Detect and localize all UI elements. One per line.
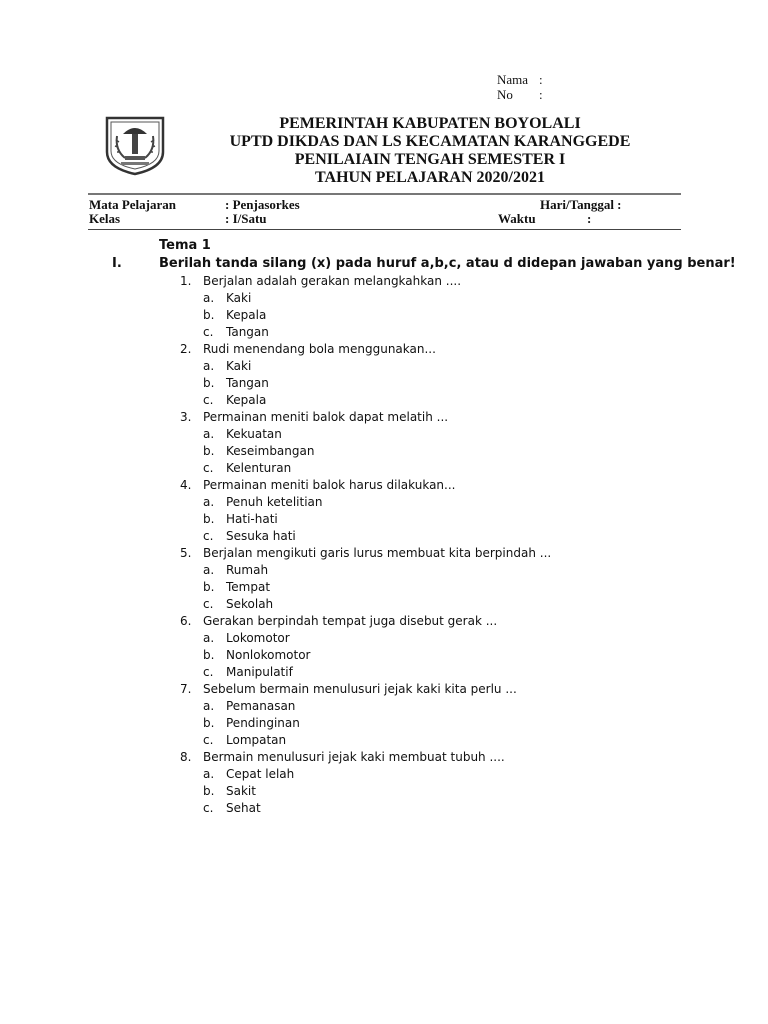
answer-option <box>0 647 768 664</box>
option-letter: a. <box>203 631 215 645</box>
option-text: Pemanasan <box>226 699 296 713</box>
answer-option <box>0 426 768 443</box>
option-text: Kekuatan <box>226 427 282 441</box>
question-text: Permainan meniti balok harus dilakukan... <box>203 478 456 492</box>
option-text: Manipulatif <box>226 665 293 679</box>
question-text: Rudi menendang bola menggunakan... <box>203 342 436 356</box>
header-office: UPTD DIKDAS DAN LS KECAMATAN KARANGGEDE <box>229 133 631 150</box>
option-letter: c. <box>203 801 214 815</box>
option-letter: b. <box>203 784 215 798</box>
header-divider-bottom <box>88 229 681 230</box>
option-letter: c. <box>203 393 214 407</box>
subject-value: : Penjasorkes <box>225 197 300 212</box>
answer-option <box>0 290 768 307</box>
class-label: Kelas <box>89 211 121 226</box>
time-label: Waktu <box>498 211 536 226</box>
option-letter: a. <box>203 699 215 713</box>
section-number: I. <box>112 256 122 271</box>
answer-option <box>0 630 768 647</box>
section-instruction: Berilah tanda silang (x) pada huruf a,b,c, atau d didepan jawaban yang benar! <box>159 256 736 271</box>
answer-option <box>0 324 768 341</box>
option-letter: b. <box>203 512 215 526</box>
option-letter: c. <box>203 461 214 475</box>
question-number: 1. <box>180 274 192 288</box>
option-text: Kaki <box>226 359 252 373</box>
option-letter: b. <box>203 648 215 662</box>
option-letter: a. <box>203 767 215 781</box>
answer-option <box>0 375 768 392</box>
option-text: Tangan <box>226 325 269 339</box>
question-item <box>0 749 768 766</box>
name-label: Nama <box>497 72 529 87</box>
question-number: 3. <box>180 410 192 424</box>
option-letter: b. <box>203 444 215 458</box>
question-item <box>0 341 768 358</box>
option-text: Hati-hati <box>226 512 278 526</box>
answer-option <box>0 511 768 528</box>
answer-option <box>0 358 768 375</box>
option-letter: b. <box>203 308 215 322</box>
option-letter: a. <box>203 563 215 577</box>
header-exam: PENILAIAIN TENGAH SEMESTER I <box>294 151 566 168</box>
answer-option <box>0 732 768 749</box>
option-text: Kepala <box>226 393 267 407</box>
answer-option <box>0 579 768 596</box>
document-header <box>180 115 680 187</box>
question-number: 5. <box>180 546 192 560</box>
option-text: Nonlokomotor <box>226 648 311 662</box>
number-label: No <box>497 87 513 102</box>
option-letter: b. <box>203 376 215 390</box>
question-item <box>0 273 768 290</box>
answer-option <box>0 664 768 681</box>
option-letter: a. <box>203 495 215 509</box>
option-letter: c. <box>203 733 214 747</box>
question-number: 8. <box>180 750 192 764</box>
answer-option <box>0 494 768 511</box>
header-government: PEMERINTAH KABUPATEN BOYOLALI <box>279 115 581 132</box>
option-text: Sekolah <box>226 597 274 611</box>
option-letter: a. <box>203 359 215 373</box>
option-letter: c. <box>203 597 214 611</box>
option-text: Sehat <box>226 801 261 815</box>
question-number: 6. <box>180 614 192 628</box>
option-text: Tempat <box>226 580 271 594</box>
day-date-label: Hari/Tanggal : <box>540 197 622 212</box>
question-text: Bermain menulusuri jejak kaki membuat tubuh .... <box>203 750 505 764</box>
answer-option <box>0 596 768 613</box>
question-list <box>0 273 768 817</box>
subject-label: Mata Pelajaran <box>89 197 177 212</box>
name-row <box>497 72 543 87</box>
number-row <box>497 87 543 102</box>
question-item <box>0 681 768 698</box>
option-text: Rumah <box>226 563 269 577</box>
answer-option <box>0 392 768 409</box>
option-text: Cepat lelah <box>226 767 295 781</box>
option-text: Pendinginan <box>226 716 300 730</box>
answer-option <box>0 783 768 800</box>
question-number: 2. <box>180 342 192 356</box>
question-item <box>0 409 768 426</box>
option-text: Lompatan <box>226 733 287 747</box>
question-number: 4. <box>180 478 192 492</box>
option-text: Kepala <box>226 308 267 322</box>
option-letter: c. <box>203 665 214 679</box>
header-divider-top <box>88 193 681 195</box>
answer-option <box>0 443 768 460</box>
name-colon: : <box>539 72 543 87</box>
question-item <box>0 613 768 630</box>
answer-option <box>0 307 768 324</box>
header-academic-year: TAHUN PELAJARAN 2020/2021 <box>315 169 545 186</box>
option-letter: b. <box>203 716 215 730</box>
option-text: Kelenturan <box>226 461 292 475</box>
regency-emblem-icon <box>103 112 167 176</box>
question-number: 7. <box>180 682 192 696</box>
answer-option <box>0 528 768 545</box>
question-text: Berjalan adalah gerakan melangkahkan .... <box>203 274 462 288</box>
option-letter: a. <box>203 427 215 441</box>
class-value: : I/Satu <box>225 211 267 226</box>
answer-option <box>0 698 768 715</box>
option-text: Penuh ketelitian <box>226 495 323 509</box>
answer-option <box>0 800 768 817</box>
question-text: Berjalan mengikuti garis lurus membuat kita berpindah ... <box>203 546 552 560</box>
option-text: Lokomotor <box>226 631 290 645</box>
time-colon: : <box>587 211 592 226</box>
option-text: Keseimbangan <box>226 444 315 458</box>
question-text: Permainan meniti balok dapat melatih ... <box>203 410 449 424</box>
option-letter: c. <box>203 529 214 543</box>
option-text: Sakit <box>226 784 256 798</box>
student-name-block <box>497 72 543 102</box>
question-item <box>0 545 768 562</box>
option-text: Tangan <box>226 376 269 390</box>
answer-option <box>0 715 768 732</box>
answer-option <box>0 460 768 477</box>
question-item <box>0 477 768 494</box>
question-text: Gerakan berpindah tempat juga disebut gerak ... <box>203 614 498 628</box>
theme-title: Tema 1 <box>159 238 211 253</box>
option-letter: c. <box>203 325 214 339</box>
question-text: Sebelum bermain menulusuri jejak kaki kita perlu ... <box>203 682 517 696</box>
answer-option <box>0 766 768 783</box>
number-colon: : <box>539 87 543 102</box>
option-text: Sesuka hati <box>226 529 296 543</box>
option-text: Kaki <box>226 291 252 305</box>
option-letter: b. <box>203 580 215 594</box>
answer-option <box>0 562 768 579</box>
option-letter: a. <box>203 291 215 305</box>
